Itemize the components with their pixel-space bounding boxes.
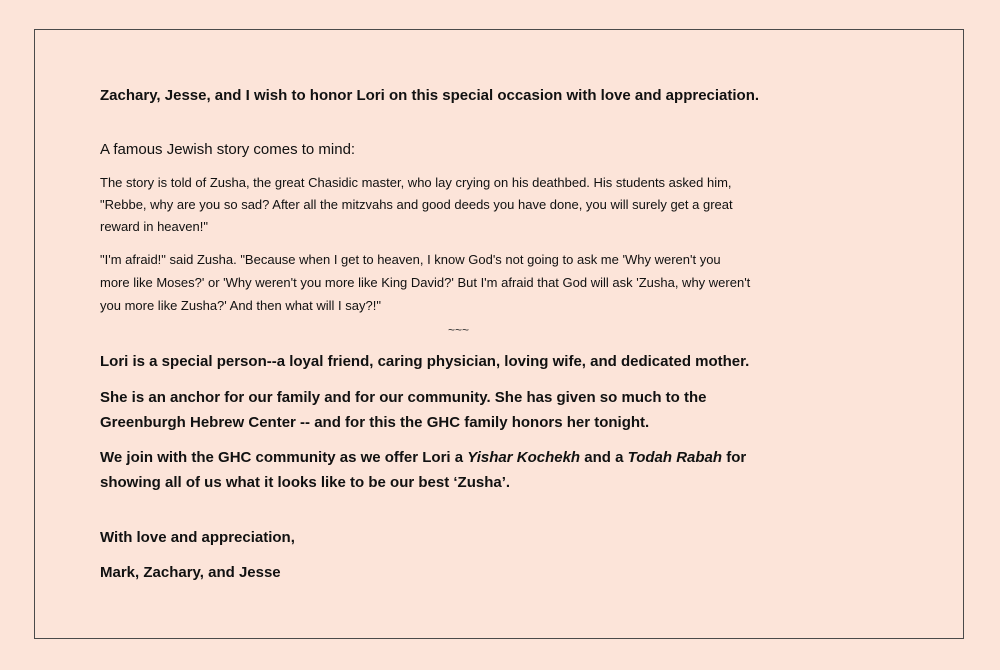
todah-rabah-phrase: Todah Rabah: [627, 449, 723, 466]
story-line: "I'm afraid!" said Zusha. "Because when I get to heaven, I know God's not going to ask me 'Why weren't you: [100, 252, 721, 267]
tribute-text: and a: [580, 449, 628, 466]
tribute-text: We join with the GHC community as we offer Lori a: [100, 449, 468, 466]
tribute-text: for: [722, 449, 747, 466]
story-line: you more like Zusha?' And then what will I say?!": [100, 298, 381, 313]
signature-line: Mark, Zachary, and Jesse: [100, 564, 281, 581]
story-line: "Rebbe, why are you so sad? After all the mitzvahs and good deeds you have done, you will surely get a great: [100, 197, 733, 212]
closing-line: With love and appreciation,: [100, 529, 295, 546]
story-line: The story is told of Zusha, the great Chasidic master, who lay crying on his deathbed. His students asked him,: [100, 175, 732, 190]
letter-frame: [34, 29, 964, 639]
tribute-line: She is an anchor for our family and for our community. She has given so much to the: [100, 389, 707, 406]
tribute-line: Lori is a special person--a loyal friend, caring physician, loving wife, and dedicated mother.: [100, 353, 750, 370]
yishar-kochekh-phrase: Yishar Kochekh: [467, 449, 581, 466]
section-separator: ~~~: [448, 323, 470, 337]
opening-line: Zachary, Jesse, and I wish to honor Lori on this special occasion with love and appreciation.: [100, 87, 760, 104]
story-line: more like Moses?' or 'Why weren't you more like King David?' But I'm afraid that God will ask 'Zusha, why weren't: [100, 275, 751, 290]
intro-line: A famous Jewish story comes to mind:: [100, 141, 356, 158]
story-line: reward in heaven!": [100, 219, 208, 234]
tribute-line: Greenburgh Hebrew Center -- and for this the GHC family honors her tonight.: [100, 414, 650, 431]
tribute-line: showing all of us what it looks like to be our best ‘Zusha’.: [100, 474, 511, 491]
tribute-line: [100, 449, 746, 466]
